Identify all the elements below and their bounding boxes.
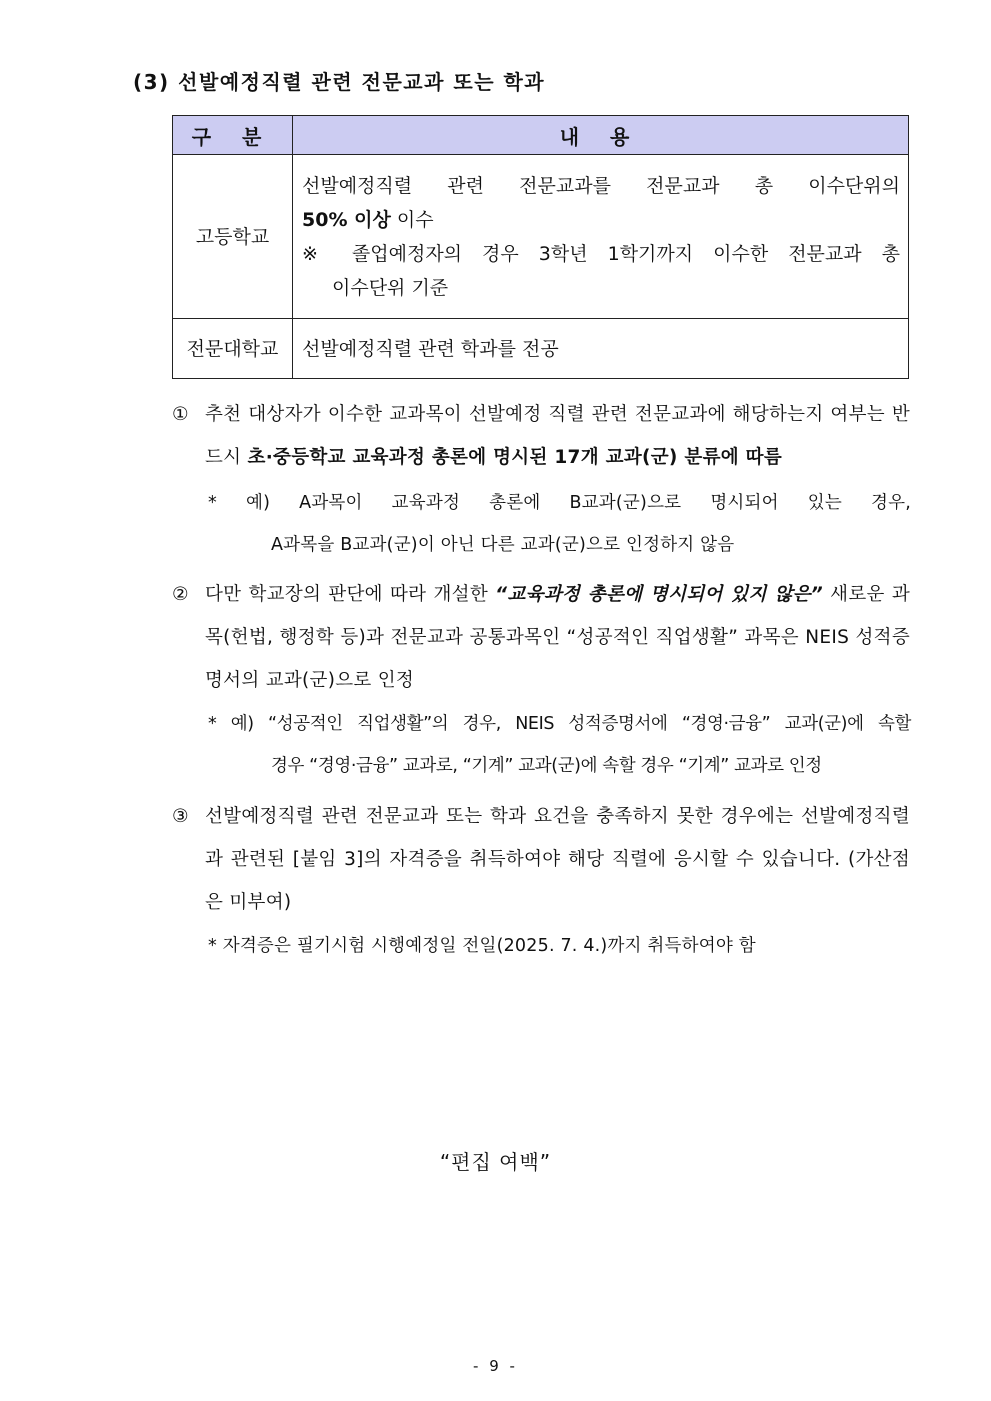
table-row bbox=[173, 155, 909, 319]
item-text: 새로운 과목(헌법, 행정학 등)과 전문교과 공통과목인 “성공적인 직업생활” 과목은 NEIS 성적증명서의 교과(군)으로 인정 bbox=[205, 584, 910, 691]
content-line bbox=[302, 203, 900, 237]
item-text: 다만 학교장의 판단에 따라 개설한 bbox=[205, 584, 496, 605]
item-body bbox=[205, 573, 910, 702]
item-bold-text: 초·중등학교 교육과정 총론에 명시된 17개 교과(군) 분류에 따름 bbox=[247, 447, 783, 468]
item-body bbox=[205, 393, 910, 479]
note-line: * 자격증은 필기시험 시행예정일 전일(2025. 7. 4.)까지 취득하여야 함 bbox=[208, 936, 756, 956]
note-line: * 예) “성공적인 직업생활”의 경우, NEIS 성적증명서에 “경영·금융” 교과(군)에 속할 bbox=[208, 714, 911, 734]
table-header-row bbox=[173, 116, 909, 155]
row-label-high-school: 고등학교 bbox=[173, 155, 293, 319]
item-number: ② bbox=[172, 584, 189, 605]
row-content-high-school bbox=[293, 155, 909, 319]
item-bold-text: “교육과정 총론에 명시되어 있지 않은” bbox=[495, 584, 823, 605]
item-number: ① bbox=[172, 404, 189, 425]
item-text: 추천 대상자가 이수한 교과목이 선발예정 직렬 관련 전문교과에 해당하는지 여부는 반드시 bbox=[205, 404, 910, 468]
edit-margin-label: “편집 여백” bbox=[439, 1150, 552, 1174]
item-body: 선발예정직렬 관련 전문교과 또는 학과 요건을 충족하지 못한 경우에는 선발예정직렬과 관련된 [붙임 3]의 자격증을 취득하여야 해당 직렬에 응시할 수 있습니다. (가산점은 미부여) bbox=[205, 806, 910, 913]
note-line: 경우 “경영·금융” 교과로, “기계” 교과(군)에 속할 경우 “기계” 교과로 인정 bbox=[271, 756, 822, 776]
row-label-college: 전문대학교 bbox=[173, 319, 293, 379]
item-1-note bbox=[208, 482, 911, 566]
header-category: 구 분 bbox=[173, 116, 293, 155]
content-text: 이수 bbox=[390, 208, 434, 231]
page-number: - 9 - bbox=[473, 1357, 518, 1375]
section-title: (3) 선발예정직렬 관련 전문교과 또는 학과 bbox=[133, 70, 546, 94]
row-content-college: 선발예정직렬 관련 학과를 전공 bbox=[293, 319, 909, 379]
content-note-continued: 이수단위 기준 bbox=[332, 276, 449, 299]
content-line: 선발예정직렬 관련 전문교과를 전문교과 총 이수단위의 bbox=[302, 174, 900, 197]
bold-requirement: 50% 이상 bbox=[302, 208, 391, 231]
note-line: * 예) A과목이 교육과정 총론에 B교과(군)으로 명시되어 있는 경우, bbox=[208, 493, 911, 513]
list-item-3 bbox=[172, 795, 910, 924]
content-note: ※ 졸업예정자의 경우 3학년 1학기까지 이수한 전문교과 총 bbox=[302, 242, 900, 265]
table-row bbox=[173, 319, 909, 379]
header-content: 내 용 bbox=[293, 116, 909, 155]
item-number: ③ bbox=[172, 806, 189, 827]
requirements-table bbox=[172, 115, 909, 379]
list-item-2 bbox=[172, 573, 910, 702]
note-line: A과목을 B교과(군)이 아닌 다른 교과(군)으로 인정하지 않음 bbox=[271, 535, 735, 555]
item-3-note bbox=[208, 925, 911, 967]
list-item-1 bbox=[172, 393, 910, 479]
item-2-note bbox=[208, 703, 911, 787]
